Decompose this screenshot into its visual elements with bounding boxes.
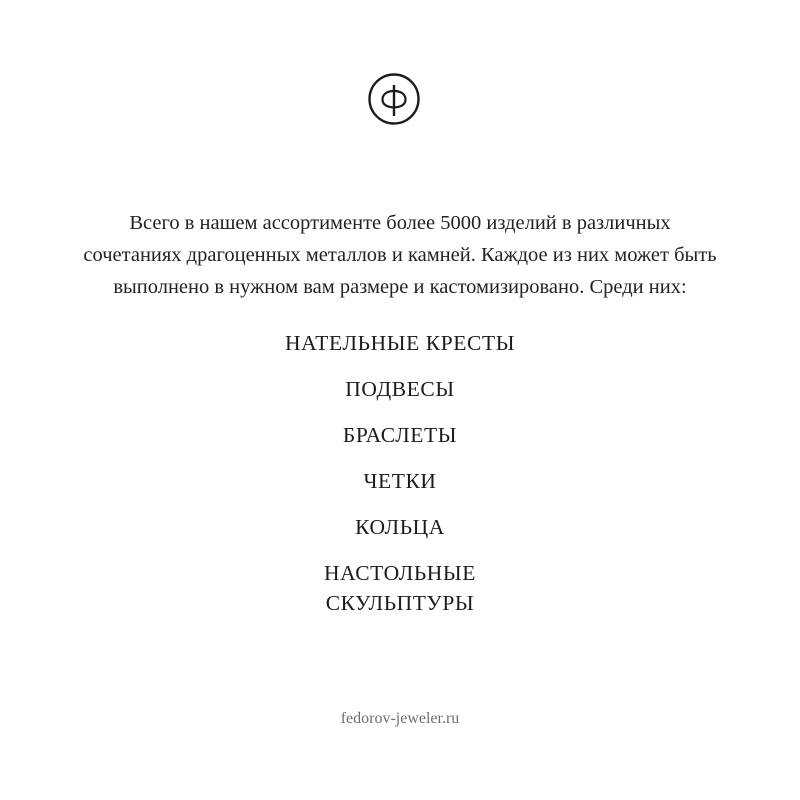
category-item-crosses: НАТЕЛЬНЫЕ КРЕСТЫ [284,331,516,355]
category-item-sculptures-line-1: НАСТОЛЬНЫЕ [324,561,476,585]
category-item-rings: КОЛЬЦА [355,515,445,539]
category-item-bracelets: БРАСЛЕТЫ [342,423,458,447]
category-item-pendants: ПОДВЕСЫ [345,377,455,401]
category-item-rosaries: ЧЕТКИ [363,469,437,493]
category-item-sculptures-line-2: СКУЛЬПТУРЫ [325,591,475,615]
brand-logo [367,72,421,126]
category-item-sculptures [0,558,800,618]
intro-line: сочетаниях драгоценных металлов и камней. Каждое из них может быть [83,243,717,266]
intro-paragraph [40,207,760,303]
category-list [0,328,800,618]
fedorov-monogram-icon [367,72,421,126]
intro-line: выполнено в нужном вам размере и кастомизировано. Среди них: [113,275,687,298]
intro-line: Всего в нашем ассортименте более 5000 изделий в различных [129,211,671,234]
website-link[interactable]: fedorov-jeweler.ru [340,710,460,727]
